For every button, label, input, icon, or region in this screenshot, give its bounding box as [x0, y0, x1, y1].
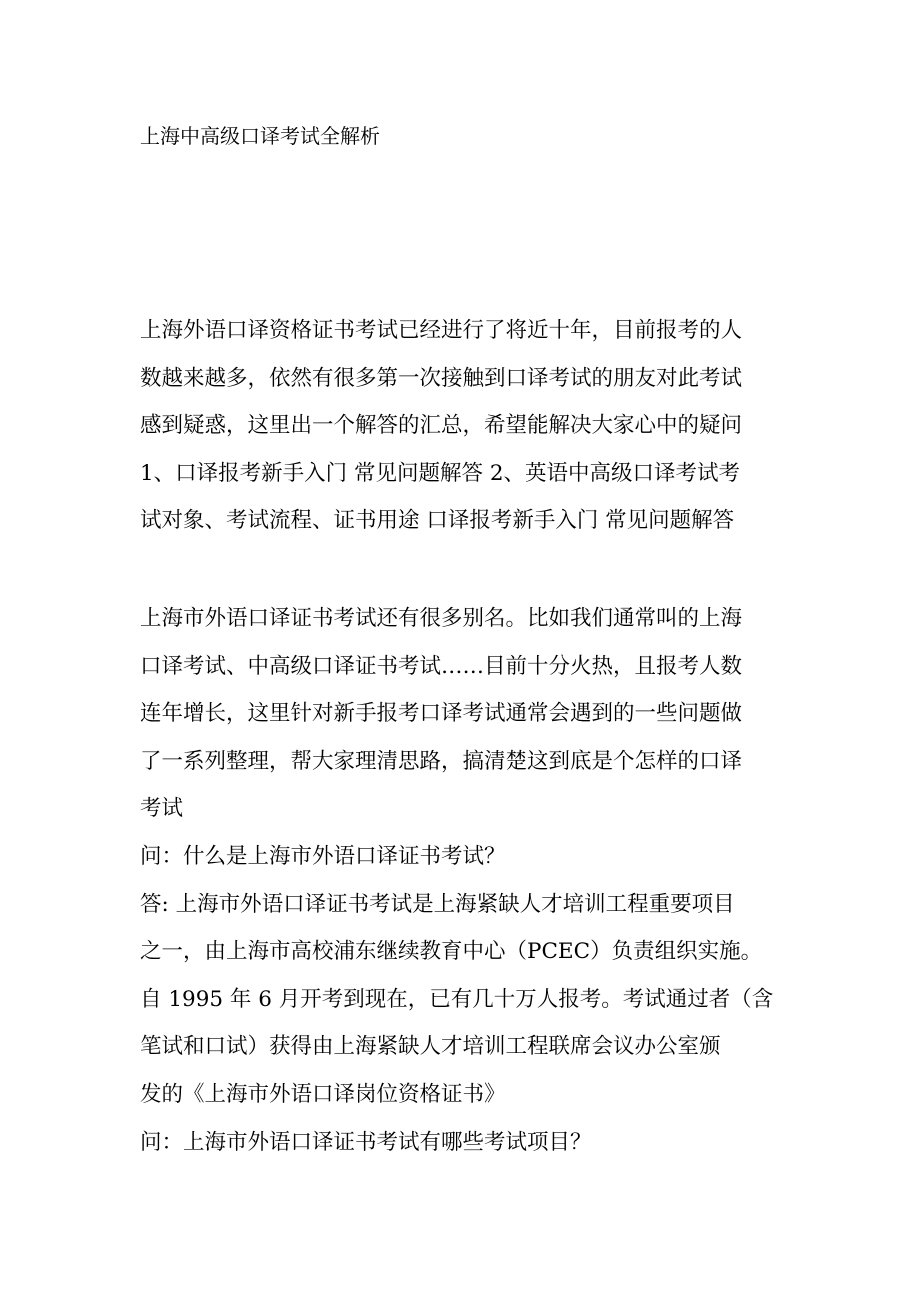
answer-line: 自 1995 年 6 月开考到现在，已有几十万人报考。考试通过者（含 [140, 986, 774, 1012]
text-line: 感到疑惑，这里出一个解答的汇总，希望能解决大家心中的疑问 [140, 413, 743, 439]
answer-line: 答: 上海市外语口译证书考试是上海紧缺人才培训工程重要项目 [140, 891, 735, 917]
text-line: 上海外语口译资格证书考试已经进行了将近十年，目前报考的人 [140, 318, 743, 343]
body-paragraph [140, 595, 790, 1166]
answer-line: 发的《上海市外语口译岗位资格证书》 [140, 1081, 506, 1107]
question-line: 问：什么是上海市外语口译证书考试？ [140, 843, 506, 869]
text-line: 1、口译报考新手入门 常见问题解答 2、英语中高级口译考试考 [140, 460, 741, 486]
answer-line: 笔试和口试）获得由上海紧缺人才培训工程联席会议办公室颁 [140, 1034, 721, 1060]
text-line: 试对象、考试流程、证书用途 口译报考新手入门 常见问题解答 [140, 508, 735, 534]
text-line: 连年增长，这里针对新手报考口译考试通常会遇到的一些问题做 [140, 701, 743, 727]
document-title: 上海中高级口译考试全解析 [140, 124, 380, 148]
intro-paragraph [140, 307, 790, 545]
text-line: 数越来越多，依然有很多第一次接触到口译考试的朋友对此考试 [140, 365, 743, 391]
question-line: 问：上海市外语口译证书考试有哪些考试项目？ [140, 1129, 592, 1155]
text-line: 考试 [140, 796, 184, 822]
text-line: 口译考试、中高级口译证书考试……目前十分火热，且报考人数 [140, 653, 743, 679]
answer-line: 之一，由上海市高校浦东继续教育中心（PCEC）负责组织实施。 [140, 939, 763, 965]
text-line: 了一系列整理，帮大家理清思路，搞清楚这到底是个怎样的口译 [140, 748, 743, 774]
text-line: 上海市外语口译证书考试还有很多别名。比如我们通常叫的上海 [140, 606, 743, 631]
